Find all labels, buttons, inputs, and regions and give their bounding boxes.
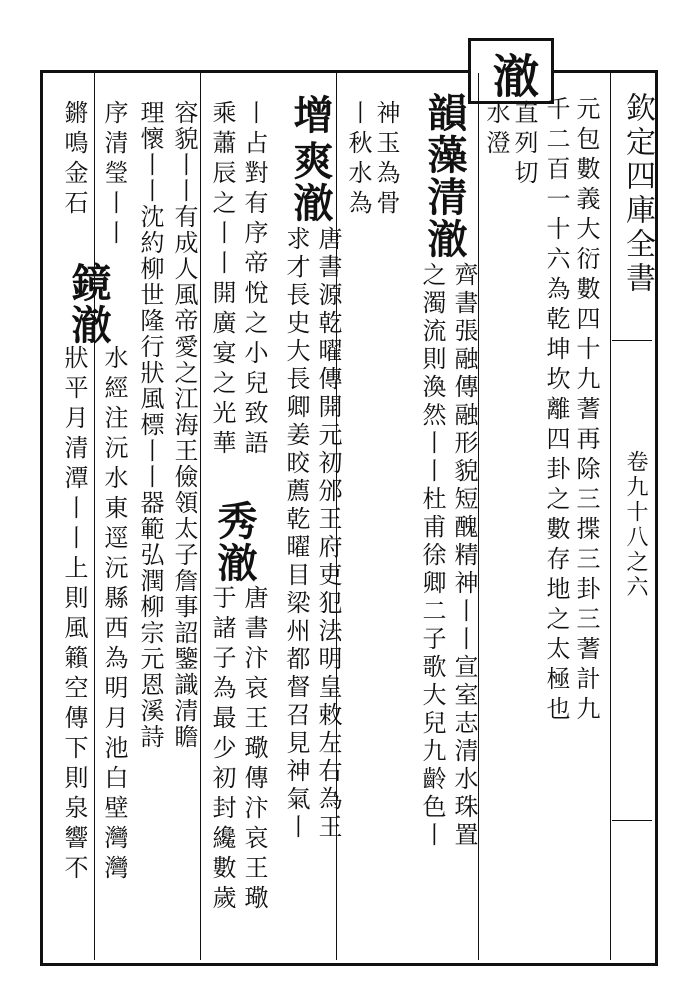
text-column: 序清瑩丨丨 xyxy=(100,100,128,250)
entry-heading: 清澈 xyxy=(421,176,468,260)
text-column: 齊書張融傳融形貌短醜精神丨丨宣室志清水珠置 xyxy=(450,262,478,850)
margin-divider xyxy=(610,73,611,960)
entry-heading: 鏡澈 xyxy=(65,262,112,346)
text-column: 元包數義大衍數四十九蓍再除三揲三卦三蓍計九 xyxy=(572,96,600,726)
text-column: 于諸子為最少初封纔數歲 xyxy=(208,585,236,915)
book-title: 欽定四庫全書 xyxy=(620,92,655,296)
text-column: 容貌丨丨有成人風帝愛之江海王儉領太子詹事詔鑒識清瞻 xyxy=(170,100,198,750)
text-column: 神玉為骨 xyxy=(372,100,400,220)
text-column: 水澄 xyxy=(482,100,510,160)
tab-headword: 澈 xyxy=(486,52,540,100)
entry-heading: 爽澈 xyxy=(287,140,334,224)
text-column: 丨秋水為 xyxy=(344,100,372,220)
volume-label: 卷九十八之六 xyxy=(623,450,648,600)
text-column: 唐書源乾曜傳開元初邠王府吏犯法明皇敕左右為王 xyxy=(314,226,342,842)
fishtail-mark-2 xyxy=(612,820,652,821)
entry-heading: 韻藻 xyxy=(421,92,468,176)
entry-heading: 增 xyxy=(287,94,334,136)
col-rule xyxy=(94,73,95,960)
fishtail-mark xyxy=(612,340,652,341)
text-column: 丨占對有序帝悅之小兒致語 xyxy=(240,100,268,460)
text-column: 鏘鳴金石 xyxy=(60,100,88,220)
text-column: 乘蕭辰之丨丨開廣宴之光華 xyxy=(208,100,236,460)
text-column: 理懷丨丨沈約柳世隆行狀風標丨丨器範弘潤柳宗元恩溪詩 xyxy=(136,100,164,750)
text-column: 狀平月清潭丨丨上則風籟空傳下則泉響不 xyxy=(60,345,88,885)
entry-heading: 秀澈 xyxy=(211,500,258,584)
text-column: 直列切 xyxy=(510,100,538,190)
text-column: 之濁流則渙然丨丨杜甫徐卿二子歌大兒九齡色丨 xyxy=(418,262,446,850)
text-column: 千二百一十六為乾坤坎離四卦之數存地之太極也 xyxy=(542,96,570,726)
col-rule xyxy=(200,73,201,960)
text-column: 水經注沅水東逕沅縣西為明月池白壁灣灣 xyxy=(100,345,128,885)
col-rule xyxy=(478,73,479,960)
text-column: 唐書汴哀王璥傳汴哀王璥 xyxy=(240,585,268,915)
text-column: 求才長史大長卿姜晈薦乾曜目梁州都督召見神氣丨 xyxy=(282,226,310,842)
